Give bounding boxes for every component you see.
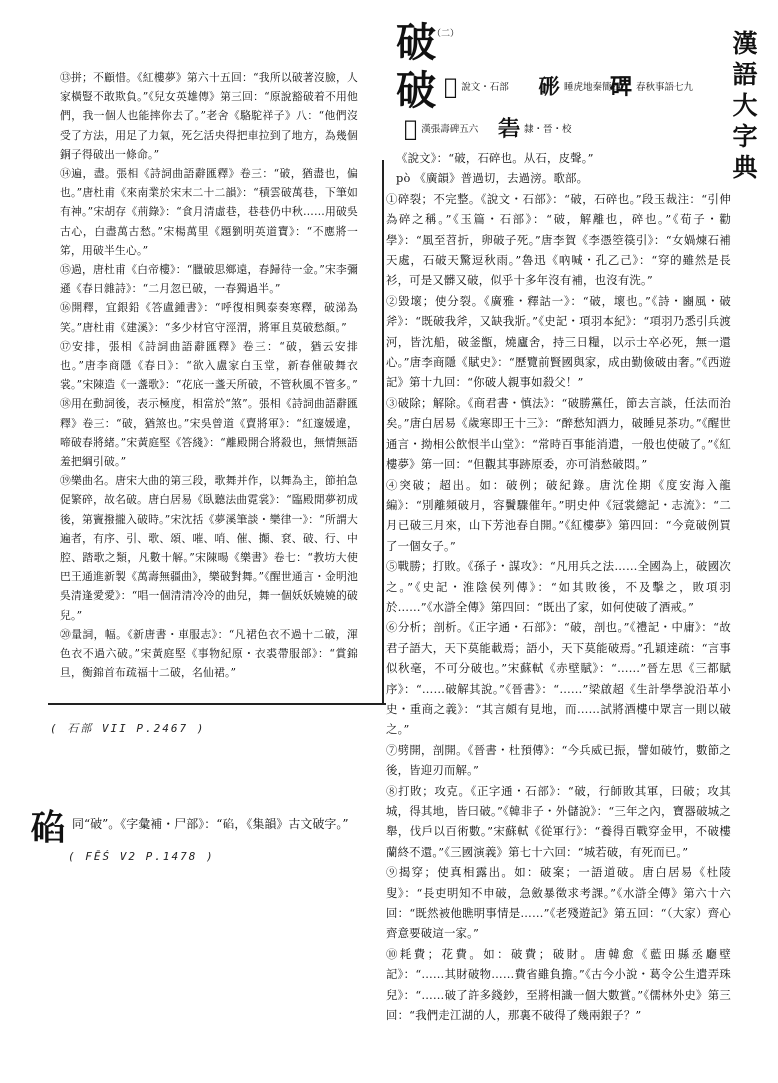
sense-entry: ④突破；超出。如：破例；破紀錄。唐沈佺期《度安海入龍編》：“別離頻破月，容鬢驟催年。”明史仲《冠裳總記・志流》：“二月已破三月來，山下芳池春自開。”《紅樓夢》第四回：“今竟破例買了一個女子。” <box>386 477 731 553</box>
sense-entry: ③破除；解除。《商君書・慎法》：“破勝黨任，節去言談，任法而治矣。”唐白居易《歲寒即王十三》：“醉愁知酒力，破睡見茶功。”《醒世通言・拗相公飲恨半山堂》：“常時百事能消遣，一般也使破了。”《紅樓夢》第一回：“但觀其事跡原委，亦可消愁破悶。” <box>386 395 731 472</box>
sense-entry: ⑳量詞，幅。《新唐書・車服志》：“凡裙色衣不過十二破，渾色衣不過六破。”宋黃庭堅《事物紀原・衣裘帶服部》：“賞錦旦，衡錦首布疏福十二破，名仙裙。” <box>60 627 358 680</box>
column-divider <box>382 160 384 705</box>
sense-entry: ⑰安排，張相《詩詞曲語辭匯釋》卷三：“破，猶云安排也。”唐李商隱《春日》：“欲入盧家白玉堂，新春催破舞衣裳。”宋陳造《一盞歌》：“花底一盞天所破，不管秋風不管多。” <box>60 339 358 392</box>
main-headword-block <box>392 18 722 142</box>
second-headword-block <box>30 808 410 848</box>
ancient-form <box>498 117 572 142</box>
ancient-form-source: 漢張壽碑五六 <box>421 124 479 135</box>
section-divider <box>48 703 386 705</box>
right-column <box>386 148 731 1025</box>
second-headword-definition: 同“破”。《字彙補・尸部》：“𥓒，《集韻》古文破字。” <box>72 817 349 831</box>
book-title: 漢語大字典 <box>729 30 758 185</box>
headword-char-variant: 破 <box>396 67 436 114</box>
ancient-form-source: 說文・石部 <box>461 82 509 93</box>
left-column <box>60 68 358 683</box>
sense-entry: ⑬拼；不顧惜。《紅樓夢》第六十五回：“我所以破著沒臉，人家橫豎不敢欺負。”《兒女英雄傳》第三回：“原說豁破着不用他們，我一個人也能摔你去了。”老舍《駱駝祥子》八：“他們沒受了方法，用足了力氣，死乞活央得把車拉到了地方，為幾個銅子得破出一條命。” <box>60 71 358 161</box>
sense-entry: ⑱用在動詞後，表示極度，相當於“煞”。張相《詩詞曲語辭匯釋》卷三：“破，猶煞也。”宋吳曾道《賣將軍》：“紅邃媛違，啼破春將緒。”宋黃庭堅《答綫》：“離殿開合將殺也，無情無語羞把綱引破。” <box>60 397 358 469</box>
sense-entry: ⑮過，唐杜甫《白帝樓》：“臘破思鄉遠，春歸待一金。”宋李彌遜《春日雜詩》：“二月忽已破，一春獨過半。” <box>60 263 358 296</box>
sense-entry: ⑨揭穿；使真相露出。如：破案；一語道破。唐白居易《杜陵叟》：“長吏明知不申破，急斂暴徵求考課。”《水滸全傳》第六十六回：“既然被他瞧明事情是……”《老殘遊記》第五回：“（大家）齊心齊意要破這一家。” <box>386 865 731 941</box>
sense-entry: ⑩耗費；花費。如：破費；破財。唐韓愈《藍田縣丞廳壁記》：“……其財破物……費省雖負擔。”《古今小說・葛令公生遣弄珠兒》：“……破了許多錢鈔，至將相識一個大數賞。”《儒林外史》第三回：“我們走江湖的人，那裏不破得了幾兩銀子？” <box>386 946 731 1023</box>
ancient-form <box>444 75 509 100</box>
sense-entry: ⑭遍，盡。張相《詩詞曲語辭匯釋》卷三：“破，猶盡也，偏也。”唐杜甫《來南業於宋末二十二韻》：“積雲破萬巷，下筆如有神。”宋胡存《荊錄》：“食月清虛巷，巷巷仍中秋……用破吳古心，白盡萬古愁。”宋楊萬里《題劉明英道寶》：“不應將一笫，用破半生心。” <box>60 167 358 257</box>
ancient-form <box>538 75 622 100</box>
sense-entry: ①碎裂；不完整。《說文・石部》：“破，石碎也。”段玉裁注：“引伸為碎之稱。”《玉篇・石部》：“破，解離也，碎也。”《荀子・勸學》：“風至苕折，卵破子死。”唐李賀《李憑箜篌引》：“女媧煉石補天處，石破天驚逗秋雨。”魯迅《吶喊・孔乙己》：“穿的雖然是長衫，可是又髒又破，似乎十多年沒有補，也沒有洗。” <box>386 191 731 288</box>
ancient-form <box>404 117 479 142</box>
etymology-line: 《說文》：“破，石碎也。从石，皮聲。” <box>396 151 594 165</box>
headword-char: 破 <box>396 19 436 66</box>
sense-entry: ⑧打敗；攻克。《正字通・石部》：“破，行師敗其軍，曰破；攻其城，得其地，皆曰破。”《韓非子・外儲說》：“三年之內，寶器破城之舉，伐戶以百術數。”宋蘇軾《從軍行》：“養得百戰穿金甲，不破樓蘭終不還。”《三國演義》第七十六回：“城若破，有死而已。” <box>386 783 731 859</box>
second-headword-char: 𥓒 <box>30 807 67 849</box>
handwritten-note: ( FĒŚ V2 P.1478 ) <box>68 850 215 863</box>
sense-entry: ⑤戰勝；打敗。《孫子・謀攻》：“凡用兵之法……全國為上，破國次之。”《史記・淮陰侯列傳》：“如其敗後，不及擊之，敗項羽於……”《水滸全傳》第四回：“既出了家，如何使破了酒戒。” <box>386 559 731 614</box>
pronunciation-line: pò 《廣韻》普過切，去過滂。歌部。 <box>396 171 589 186</box>
sense-entry: ⑯開釋，宜銀鉛《答盧鍾書》：“呼復相興泰奏寒釋，破涕為笑。”唐杜甫《建溪》：“多少材官守涇渭，將軍且莫破愁顏。” <box>60 301 358 334</box>
headword-superscript: （二） <box>432 29 460 39</box>
ancient-form-glyph: 𥑦 <box>498 117 521 142</box>
ancient-form-glyph: 𥓓 <box>610 75 633 100</box>
sense-entry: ⑲樂曲名。唐宋大曲的第三段，歌舞并作，以舞為主，節拍急促繁碎，故名破。唐白居易《臥聽法曲霓裳》：“臨殿閒夢初成後，第竇撥攏入破時。”宋沈括《夢溪筆談・樂律一》：“所謂大遍者，有序、引、歌、頌、嗺、哨、催、攧、袞、破、行、中腔、踏歌之類，凡數十解。”宋陳暘《樂書》卷七：“教坊大使巴王通進新製《萬壽無疆曲》，樂破對舞。”《醒世通言・金明池吳清逢愛愛》：“唱一個清清冷冷的曲兒，舞一個妖妖嬈嬈的破兒。” <box>60 474 358 622</box>
ancient-form-source: 睡虎地秦簡四 <box>564 82 622 93</box>
ancient-form <box>610 75 694 100</box>
ancient-form-glyph: 𥐡 <box>404 117 418 142</box>
sense-entry: ⑦劈開，剖開。《晉書・杜預傳》：“今兵威已振，譬如破竹，數節之後，皆迎刃而解。” <box>386 742 731 778</box>
handwritten-note: ( 石部 VII P.2467 ) <box>50 722 206 735</box>
ancient-form-glyph: 𥐡 <box>444 75 458 100</box>
ancient-form-source: 春秋事語七九 <box>636 82 694 93</box>
ancient-form-source: 隸・晉・校 <box>524 124 572 135</box>
sense-entry: ⑥分析；剖析。《正字通・石部》：“破，剖也。”《禮記・中庸》：“故君子語大，天下莫能載焉；語小，天下莫能破焉。”孔穎達疏：“言事似秋毫，不可分破也。”宋蘇軾《赤壁賦》：“……”晉左思《三都賦序》：“……破解其說。”《晉書》：“……”梁啟超《生計學學說沿革小史・重商之義》：“其言頗有見地，而……試將酒樓中眾言一則以破之。” <box>386 620 731 737</box>
ancient-form-glyph: 𥒱 <box>538 75 561 100</box>
sense-entry: ②毀壞；使分裂。《廣雅・釋詁一》：“破，壞也。”《詩・豳風・破斧》：“既破我斧，又缺我斨。”《史記・項羽本紀》：“項羽乃悉引兵渡河，皆沈船，破釜甑，燒廬舍，持三日糧，以示士卒必死，無一還心。”唐李商隱《賦史》：“歷覽前賢國與家，成由勤儉破由奢。”《西遊記》第十九回：“你破人親事如殺父！” <box>386 293 731 390</box>
